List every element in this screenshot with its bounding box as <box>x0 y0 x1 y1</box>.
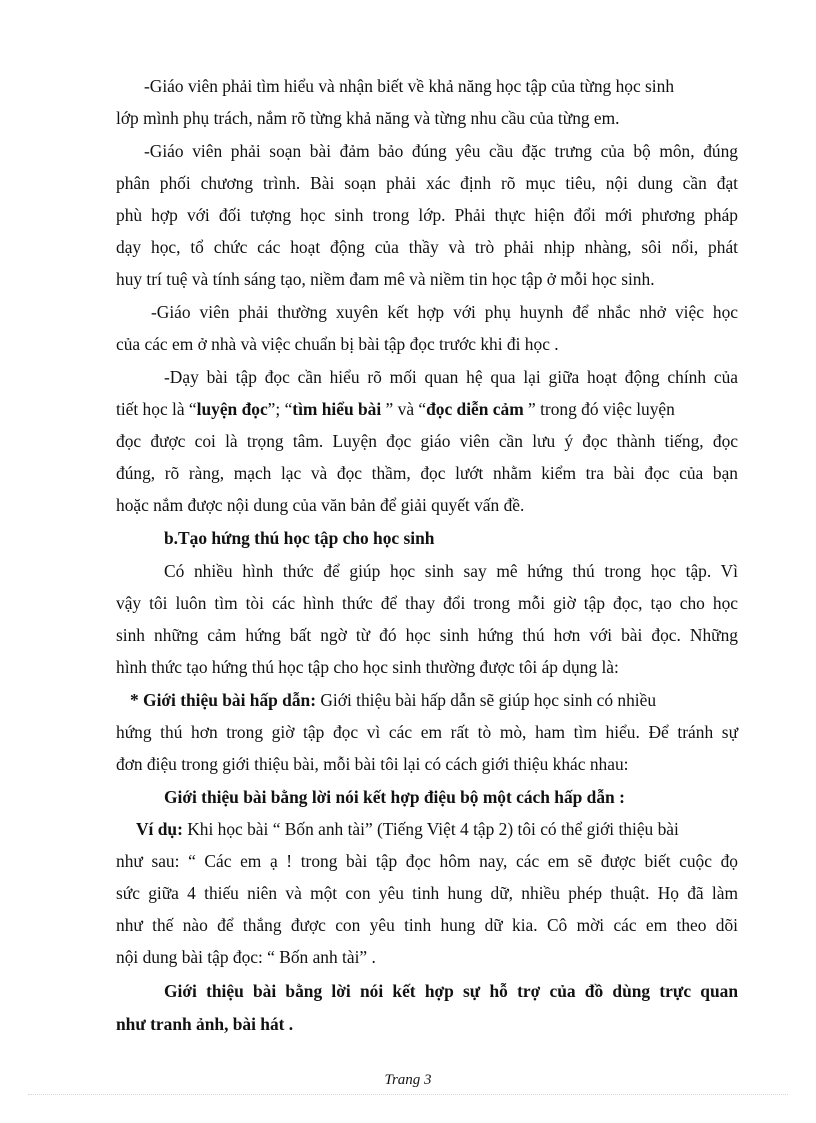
paragraph-line: hứng thú hơn trong giờ tập đọc vì các em rất tò mò, ham tìm hiểu. Để tránh sự <box>116 722 738 742</box>
paragraph-line: phù hợp với đối tượng học sinh trong lớp. Phải thực hiện đổi mới phương pháp <box>116 205 738 225</box>
paragraph-line: * Giới thiệu bài hấp dẫn: Giới thiệu bài hấp dẫn sẽ giúp học sinh có nhiều <box>130 690 657 710</box>
paragraph-line: nội dung bài tập đọc: “ Bốn anh tài” . <box>116 947 376 967</box>
subheading: Giới thiệu bài bằng lời nói kết hợp sự hỗ trợ của đồ dùng trực quan <box>164 981 738 1001</box>
paragraph-line: Ví dụ: Khi học bài “ Bốn anh tài” (Tiếng Việt 4 tập 2) tôi có thể giới thiệu bài <box>136 819 679 839</box>
paragraph-line: Có nhiều hình thức để giúp học sinh say mê hứng thú trong học tập. Vì <box>164 561 738 581</box>
paragraph-line: đơn điệu trong giới thiệu bài, mỗi bài tôi lại có cách giới thiệu khác nhau: <box>116 754 629 774</box>
paragraph-line: hình thức tạo hứng thú học tập cho học sinh thường được tôi áp dụng là: <box>116 657 619 677</box>
paragraph-line: của các em ở nhà và việc chuẩn bị bài tập đọc trước khi đi học . <box>116 334 559 354</box>
paragraph-line: hoặc nắm được nội dung của văn bản để giải quyết vấn đề. <box>116 495 525 515</box>
footer-divider <box>28 1094 788 1095</box>
paragraph-line: sức giữa 4 thiếu niên và một con yêu tinh hung dữ, nhiều phép thuật. Họ đã làm <box>116 883 738 903</box>
paragraph-line: sinh những cảm hứng bất ngờ từ đó học sinh hứng thú hơn với bài đọc. Những <box>116 625 738 645</box>
paragraph-line: -Giáo viên phải soạn bài đảm bảo đúng yêu cầu đặc trưng của bộ môn, đúng <box>144 141 738 161</box>
section-heading: b.Tạo hứng thú học tập cho học sinh <box>164 528 435 548</box>
paragraph-line: -Giáo viên phải thường xuyên kết hợp với phụ huynh để nhắc nhở việc học <box>151 302 738 322</box>
paragraph-line: phân phối chương trình. Bài soạn phải xác định rõ mục tiêu, nội dung cần đạt <box>116 173 738 193</box>
paragraph-line: -Giáo viên phải tìm hiểu và nhận biết về khả năng học tập của từng học sinh <box>144 76 675 96</box>
paragraph-line: như sau: “ Các em ạ ! trong bài tập đọc hôm nay, các em sẽ được biết cuộc đọ <box>116 851 738 871</box>
paragraph-line: đúng, rõ ràng, mạch lạc và đọc thầm, đọc lướt nhằm kiểm tra bài đọc của bạn <box>116 463 738 483</box>
subheading: như tranh ảnh, bài hát . <box>116 1014 294 1034</box>
paragraph-line: đọc được coi là trọng tâm. Luyện đọc giáo viên cần lưu ý đọc thành tiếng, đọc <box>116 431 738 451</box>
paragraph-line: tiết học là “luyện đọc”; “tìm hiểu bài ” và “đọc diễn cảm ” trong đó việc luyện <box>116 399 675 419</box>
page-number: Trang 3 <box>384 1072 432 1088</box>
paragraph-line: lớp mình phụ trách, nắm rõ từng khả năng và từng nhu cầu của từng em. <box>116 108 620 128</box>
paragraph-line: -Dạy bài tập đọc cần hiểu rõ mối quan hệ qua lại giữa hoạt động chính của <box>164 367 738 387</box>
paragraph-line: dạy học, tổ chức các hoạt động của thầy và trò phải nhịp nhàng, sôi nổi, phát <box>116 237 738 257</box>
subheading: Giới thiệu bài bằng lời nói kết hợp điệu bộ một cách hấp dẫn : <box>164 787 625 807</box>
paragraph-line: như thế nào để thắng được con yêu tinh hung dữ kia. Cô mời các em theo dõi <box>116 915 738 935</box>
paragraph-line: huy trí tuệ và tính sáng tạo, niềm đam mê và niềm tin học tập ở mỗi học sinh. <box>116 269 655 289</box>
paragraph-line: vậy tôi luôn tìm tòi các hình thức để thay đổi trong mỗi giờ tập đọc, tạo cho học <box>116 593 738 613</box>
